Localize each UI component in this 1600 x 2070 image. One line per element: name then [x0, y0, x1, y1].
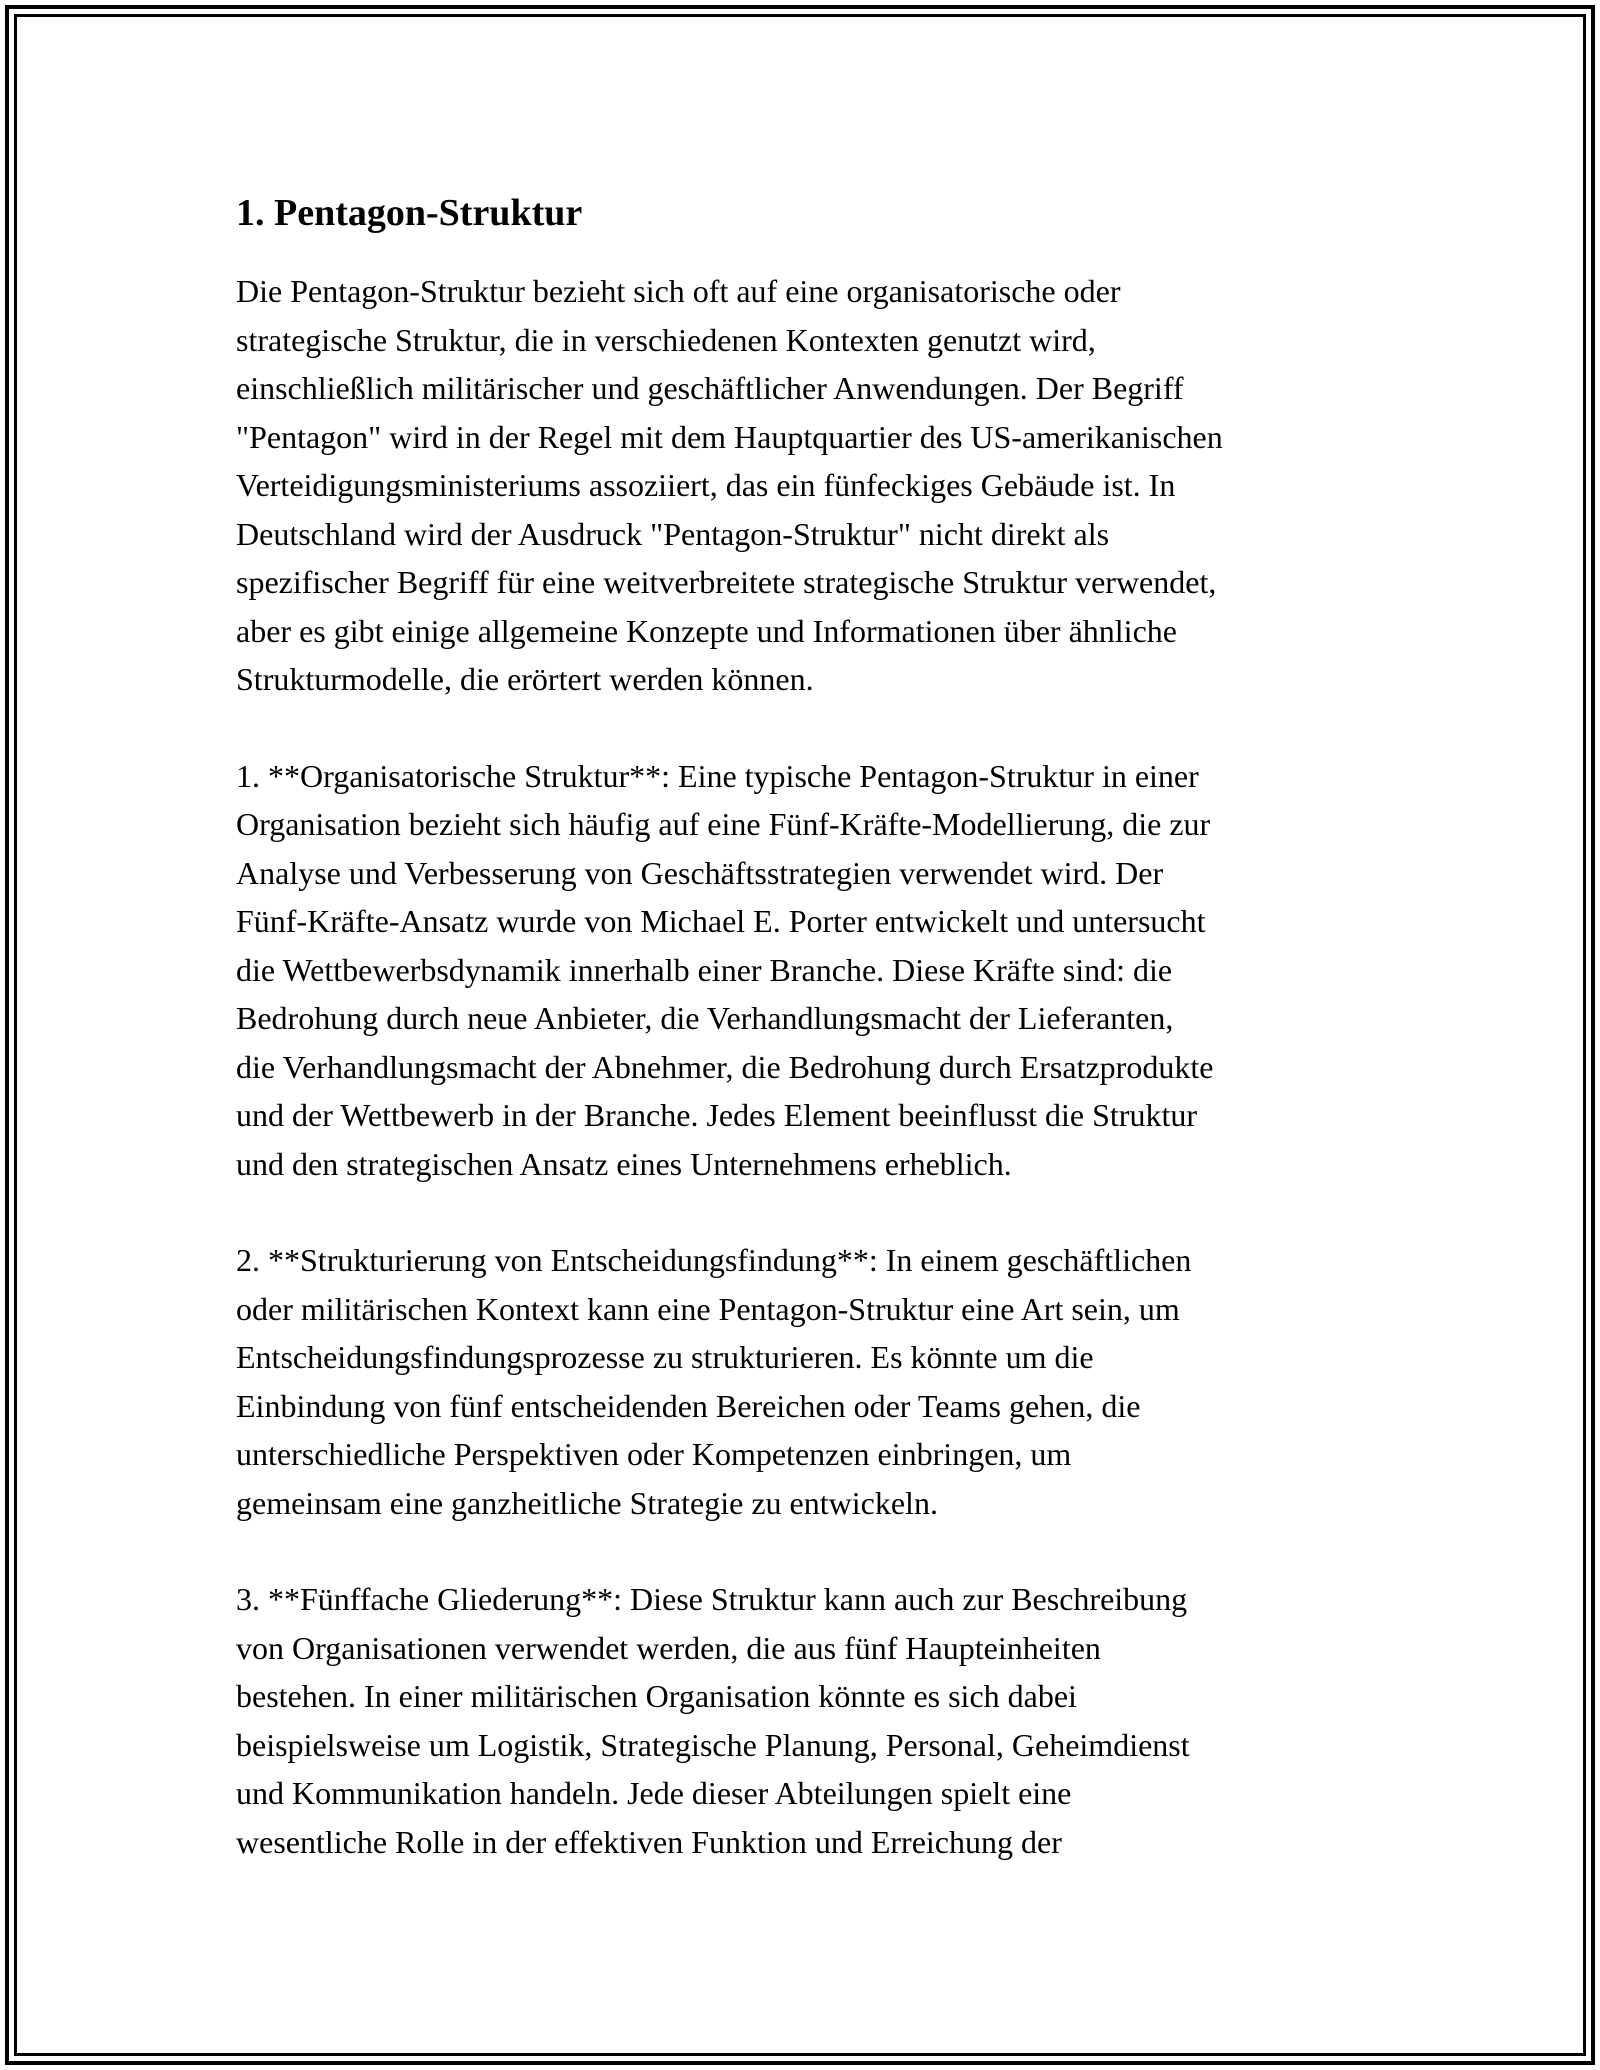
document-body	[236, 183, 1376, 1914]
list-item-fivefold-structure: 3. **Fünffache Gliederung**: Diese Struktur kann auch zur Beschreibung von Organisationen verwendet werden, die aus fünf Haupteinheiten bestehen. In einer militärischen Organisation könnte es sich dabei beispielsweise um Logistik, Strategische Planung, Personal, Geheimdienst und Kommunikation handeln. Jede dieser Abteilungen spielt eine wesentliche Rolle in der effektiven Funktion und Erreichung der	[236, 1581, 1190, 1860]
list-item-organisational-structure: 1. **Organisatorische Struktur**: Eine typische Pentagon-Struktur in einer Organisation bezieht sich häufig auf eine Fünf-Kräfte-Modellierung, die zur Analyse und Verbesserung von Geschäftsstrategien verwendet wird. Der Fünf-Kräfte-Ansatz wurde von Michael E. Porter entwickelt und untersucht die Wettbewerbsdynamik innerhalb einer Branche. Diese Kräfte sind: die Bedrohung durch neue Anbieter, die Verhandlungsmacht der Lieferanten, die Verhandlungsmacht der Abnehmer, die Bedrohung durch Ersatzprodukte und der Wettbewerb in der Branche. Jedes Element beeinflusst die Struktur und den strategischen Ansatz eines Unternehmens erheblich.	[236, 757, 1214, 1182]
list-item-decision-making: 2. **Strukturierung von Entscheidungsfindung**: In einem geschäftlichen oder militärischen Kontext kann eine Pentagon-Struktur eine Art sein, um Entscheidungsfindungsprozesse zu strukturieren. Es könnte um die Einbindung von fünf entscheidenden Bereichen oder Teams gehen, die unterschiedliche Perspektiven oder Kompetenzen einbringen, um gemeinsam eine ganzheitliche Strategie zu entwickeln.	[236, 1242, 1192, 1521]
intro-paragraph: Die Pentagon-Struktur bezieht sich oft auf eine organisatorische oder strategische Struktur, die in verschiedenen Kontexten genutzt wird, einschließlich militärischer und geschäftlicher Anwendungen. Der Begriff "Pentagon" wird in der Regel mit dem Hauptquartier des US-amerikanischen Verteidigungsministeriums assoziiert, das ein fünfeckiges Gebäude ist. In Deutschland wird der Ausdruck "Pentagon-Struktur" nicht direkt als spezifischer Begriff für eine weitverbreitete strategische Struktur verwendet, aber es gibt einige allgemeine Konzepte und Informationen über ähnliche Strukturmodelle, die erörtert werden können.	[236, 273, 1223, 697]
section-heading: 1. Pentagon-Struktur	[236, 192, 583, 234]
